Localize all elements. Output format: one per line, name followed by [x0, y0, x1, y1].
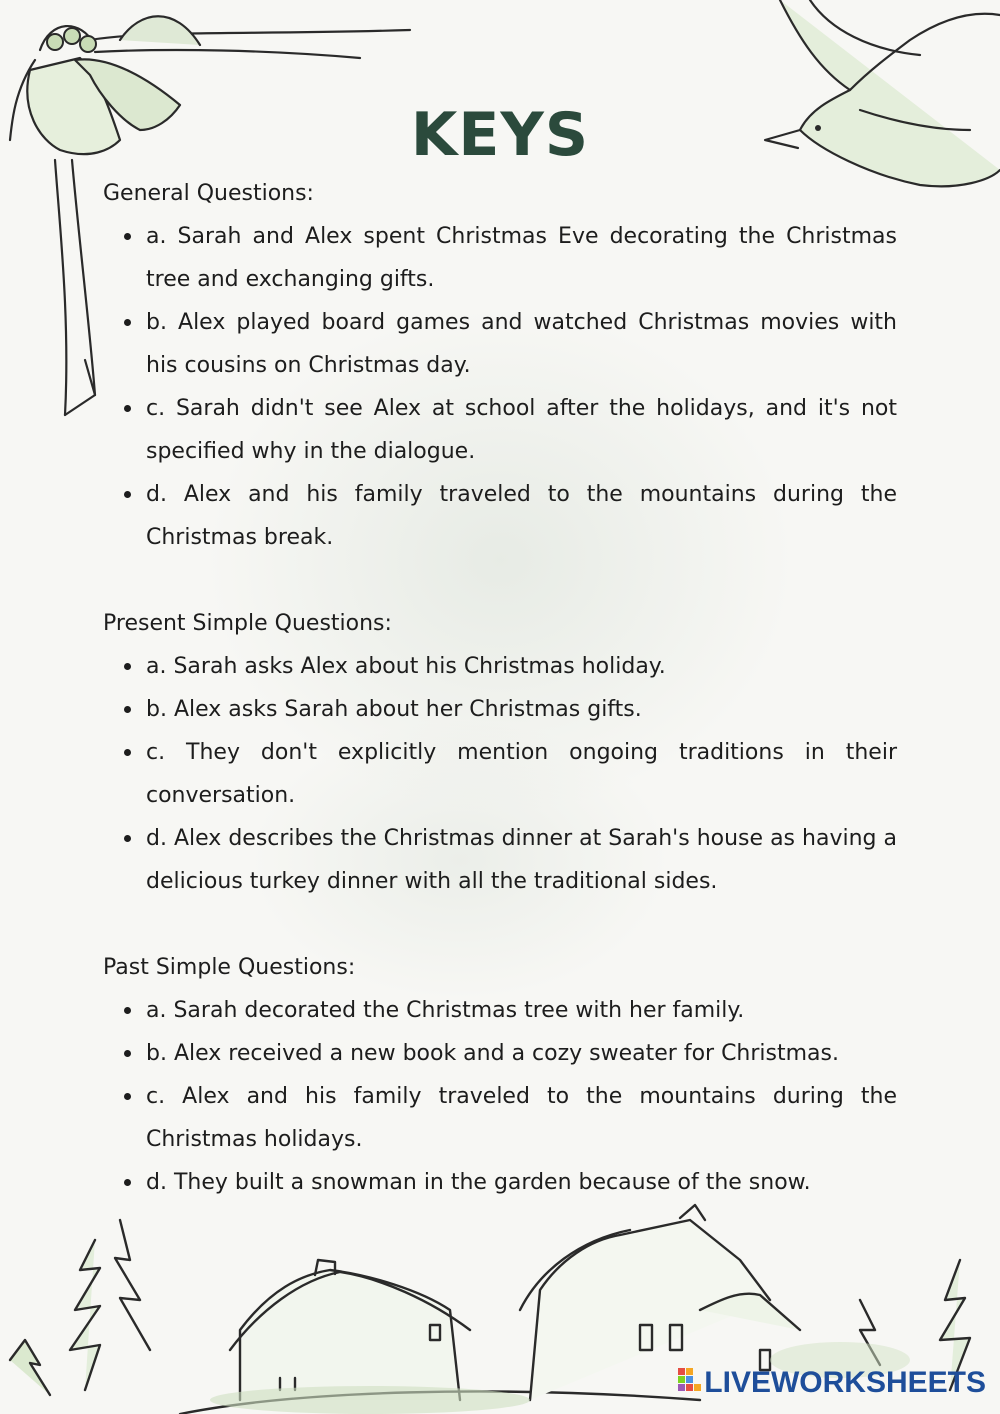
list-item: c. Sarah didn't see Alex at school after the holidays, and it's not specified why in the dialogue. — [103, 387, 897, 473]
answer-key-content — [103, 172, 897, 1247]
list-item: d. Alex and his family traveled to the mountains during the Christmas break. — [103, 473, 897, 559]
list-item: c. Alex and his family traveled to the mountains during the Christmas holidays. — [103, 1075, 897, 1161]
page-title: KEYS — [410, 100, 590, 170]
liveworksheets-logo-icon — [678, 1368, 702, 1398]
section-past-simple-questions — [103, 946, 897, 1204]
answer-list — [103, 215, 897, 559]
list-item: a. Sarah asks Alex about his Christmas holiday. — [103, 645, 897, 688]
list-item: c. They don't explicitly mention ongoing traditions in their conversation. — [103, 731, 897, 817]
liveworksheets-brand — [678, 1366, 986, 1400]
list-item: b. Alex asks Sarah about her Christmas gifts. — [103, 688, 897, 731]
list-item: d. Alex describes the Christmas dinner at Sarah's house as having a delicious turkey dinner with all the traditional sides. — [103, 817, 897, 903]
section-heading: Present Simple Questions: — [103, 611, 392, 636]
list-item: a. Sarah and Alex spent Christmas Eve decorating the Christmas tree and exchanging gifts. — [103, 215, 897, 301]
answer-list — [103, 989, 897, 1204]
list-item: d. They built a snowman in the garden because of the snow. — [103, 1161, 897, 1204]
section-general-questions — [103, 172, 897, 559]
answer-list — [103, 645, 897, 903]
list-item: a. Sarah decorated the Christmas tree with her family. — [103, 989, 897, 1032]
list-item: b. Alex received a new book and a cozy sweater for Christmas. — [103, 1032, 897, 1075]
section-heading: General Questions: — [103, 181, 314, 206]
list-item: b. Alex played board games and watched Christmas movies with his cousins on Christmas day. — [103, 301, 897, 387]
brand-text: LIVEWORKSHEETS — [704, 1366, 986, 1399]
section-present-simple-questions — [103, 602, 897, 903]
section-heading: Past Simple Questions: — [103, 955, 356, 980]
